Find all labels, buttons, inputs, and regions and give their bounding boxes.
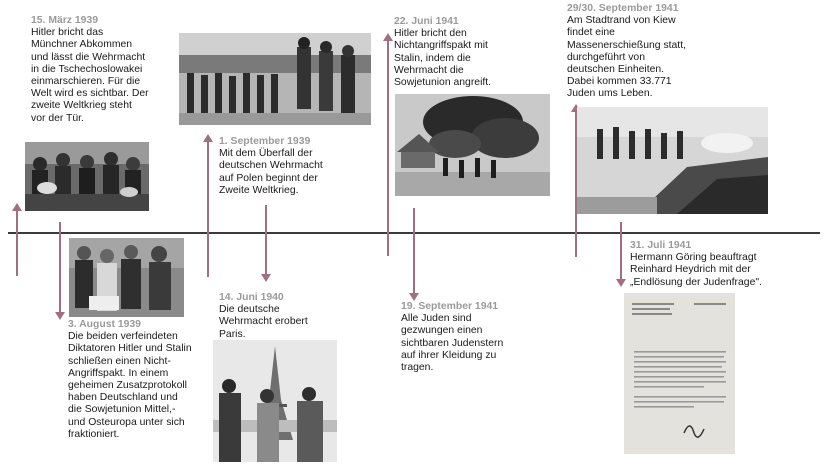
event-date: 3. August 1939 <box>68 319 141 330</box>
arrow-1941-09-19 <box>413 208 415 294</box>
photo-babyn-yar <box>577 107 768 214</box>
photo-soviet-attack <box>395 94 550 196</box>
event-date: 22. Juni 1941 <box>394 16 459 27</box>
photo-goering-letter <box>624 293 735 454</box>
event-text: Mit dem Überfall der deutschen Wehrmacht auf Polen beginnt der Zweite Weltkrieg. <box>219 148 323 196</box>
event-1941-06 <box>394 16 504 89</box>
event-text: Hitler bricht den Nichtangriffspakt mit Stalin, indem die Wehrmacht die Sowjetunion angreift. <box>394 28 492 89</box>
photo-pact-signing <box>69 238 184 317</box>
event-1939-08 <box>68 319 192 441</box>
arrow-1941-06 <box>387 40 389 256</box>
event-text: Hermann Göring beauftragt Reinhard Heydrich mit der „Endlösung der Judenfrage". <box>630 252 762 288</box>
arrow-1939-09 <box>207 141 209 277</box>
event-1941-09-29 <box>567 3 687 101</box>
event-1939-09 <box>219 136 331 197</box>
photo-prague-crowd <box>25 142 149 211</box>
event-date: 29/30. September 1941 <box>567 3 679 14</box>
event-text: Die deutsche Wehrmacht erobert Paris. <box>219 304 308 340</box>
arrow-1939-08 <box>59 222 61 313</box>
event-text: Hitler bricht das Münchner Abkommen und lässt die Wehrmacht in die Tschechoslowakei einmarschieren. Für die Welt wird es sichtbar. Der zweite Weltkrieg steht vor der Tür. <box>31 27 149 124</box>
arrow-1941-07 <box>620 222 622 280</box>
event-date: 19. September 1941 <box>401 301 499 312</box>
photo-paris-eiffel <box>213 340 337 462</box>
photo-poland-invasion <box>179 33 371 125</box>
event-1941-07 <box>630 240 770 289</box>
event-date: 31. Juli 1941 <box>630 240 692 251</box>
event-date: 15. März 1939 <box>31 15 99 26</box>
event-1940-06 <box>219 292 324 341</box>
event-date: 14. Juni 1940 <box>219 292 284 303</box>
event-1941-09-19 <box>401 301 511 374</box>
event-1939-03 <box>31 15 149 125</box>
event-text: Alle Juden sind gezwungen einen sichtbaren Judenstern auf ihrer Kleidung zu tragen. <box>401 313 504 374</box>
event-date: 1. September 1939 <box>219 136 311 147</box>
arrow-1940-06 <box>265 205 267 275</box>
event-text: Am Stadtrand von Kiew findet eine Massenerschießung statt, durchgeführt von deutschen Einheiten. Dabei kommen 33.771 Juden ums Leben. <box>567 15 686 100</box>
arrow-1939-03 <box>16 210 18 276</box>
event-text: Die beiden verfeindeten Diktatoren Hitler und Stalin schließen einen Nicht-Angriffspakt. In einem geheimen Zusatzprotokoll haben Deutschland und die Sowjetunion Mittel,- und Osteuropa unter sich fraktioniert. <box>68 331 192 440</box>
